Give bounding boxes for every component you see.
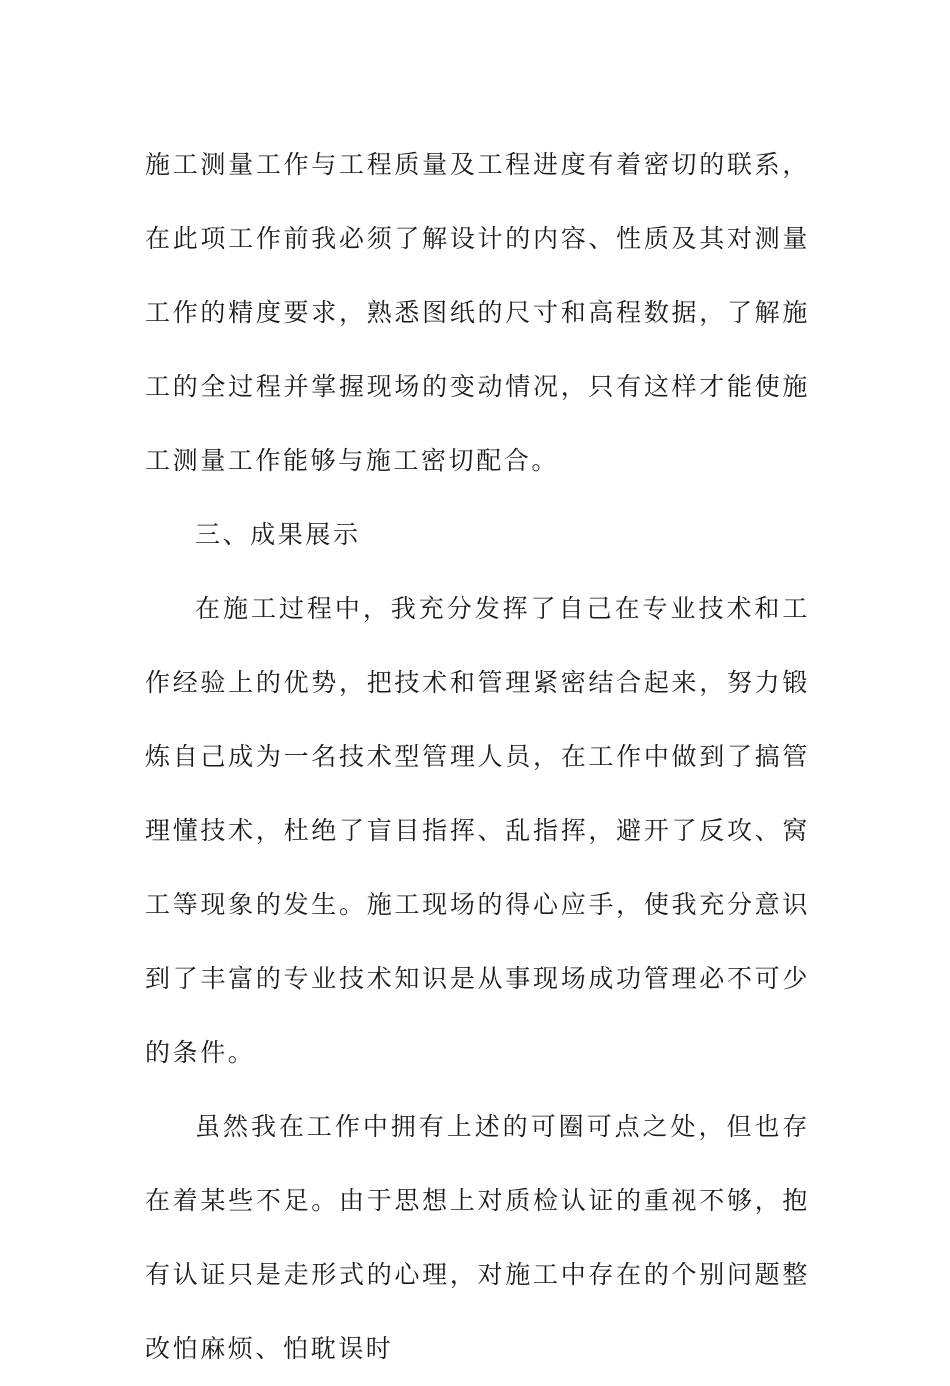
paragraph-1: 施工测量工作与工程质量及工程进度有着密切的联系，在此项工作前我必须了解设计的内容、性质及其对测量工作的精度要求，熟悉图纸的尺寸和高程数据，了解施工的全过程并掌握现场的变动情况，只有这样才能使施工测量工作能够与施工密切配合。 (145, 150, 810, 475)
paragraph-2: 在施工过程中，我充分发挥了自己在专业技术和工作经验上的优势，把技术和管理紧密结合起来，努力锻炼自己成为一名技术型管理人员，在工作中做到了搞管理懂技术，杜绝了盲目指挥、乱指挥，避开了反攻、窝工等现象的发生。施工现场的得心应手，使我充分意识到了丰富的专业技术知识是从事现场成功管理必不可少的条件。 (145, 594, 810, 1067)
document-body (145, 128, 810, 1386)
paragraph-3: 虽然我在工作中拥有上述的可圈可点之处，但也存在着某些不足。由于思想上对质检认证的重视不够，抱有认证只是走形式的心理，对施工中存在的个别问题整改怕麻烦、怕耽误时 (145, 1112, 810, 1363)
section-heading: 三、成果展示 (195, 520, 361, 549)
